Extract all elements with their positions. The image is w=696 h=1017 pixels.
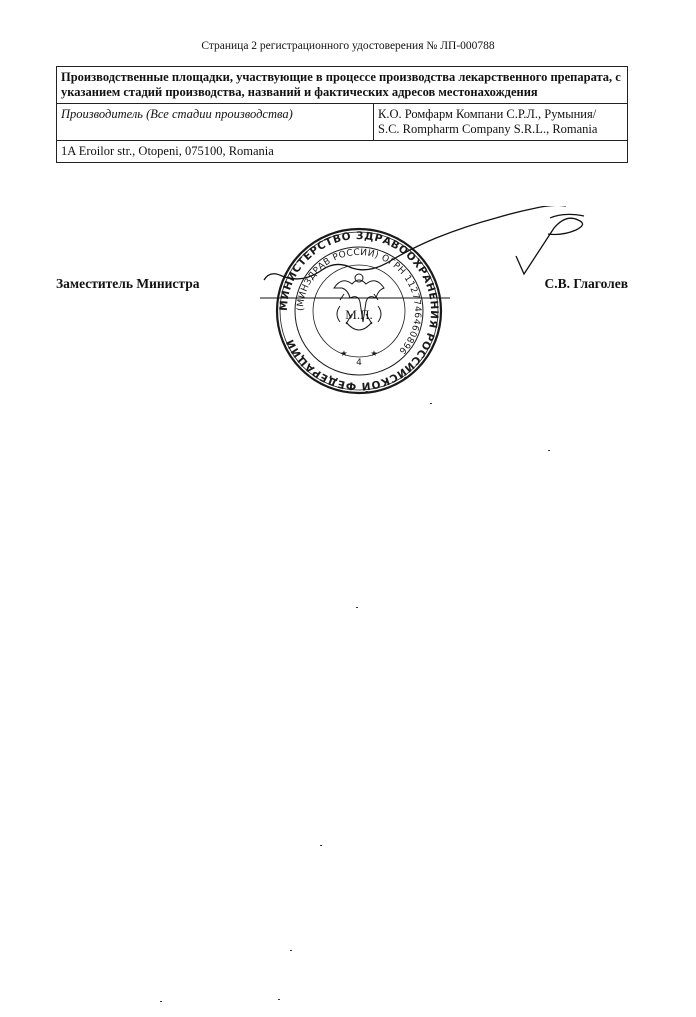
scan-speck: [290, 950, 292, 951]
scan-speck: [278, 999, 280, 1000]
table-row: [57, 104, 628, 141]
stamp-number: 4: [356, 358, 362, 368]
page-caption: Страница 2 регистрационного удостоверения № ЛП-000788: [201, 40, 495, 52]
stamp-center-text: М.П.: [345, 307, 373, 322]
signer-name: С.В. Глаголев: [544, 276, 628, 291]
signer-title: Заместитель Министра: [56, 276, 200, 291]
scan-speck: [160, 1001, 162, 1002]
manufacturer-role: Производитель (Все стадии производства): [57, 104, 374, 141]
manufacturer-name: [374, 104, 628, 141]
star-icon: ★: [340, 349, 348, 358]
stamp-outer-text: МИНИСТЕРСТВО ЗДРАВООХРАНЕНИЯ РОССИЙСКОЙ ФЕДЕРАЦИИ: [277, 229, 441, 393]
scan-speck: [548, 450, 550, 451]
stamp-inner-text: (МИНЗДРАВ РОССИИ) ОГРН 1127746460896: [295, 247, 423, 356]
scan-speck: [356, 607, 358, 608]
manufacturer-name-en: S.C. Rompharm Company S.R.L., Romania: [378, 122, 598, 136]
star-icon: ★: [370, 349, 378, 358]
scan-speck: [430, 403, 432, 404]
table-heading: Производственные площадки, участвующие в процессе производства лекарственного препарата, с указанием стадий производства, названий и фактических адресов местонахождения: [57, 67, 628, 104]
table-row: [57, 141, 628, 163]
production-sites-table: [56, 66, 628, 163]
handwritten-signature: [250, 206, 610, 306]
scan-speck: [320, 845, 322, 846]
manufacturer-address: 1A Eroilor str., Otopeni, 075100, Romania: [57, 141, 628, 163]
table-row: [57, 67, 628, 104]
manufacturer-name-ru: К.О. Ромфарм Компани С.Р.Л., Румыния/: [378, 107, 597, 121]
